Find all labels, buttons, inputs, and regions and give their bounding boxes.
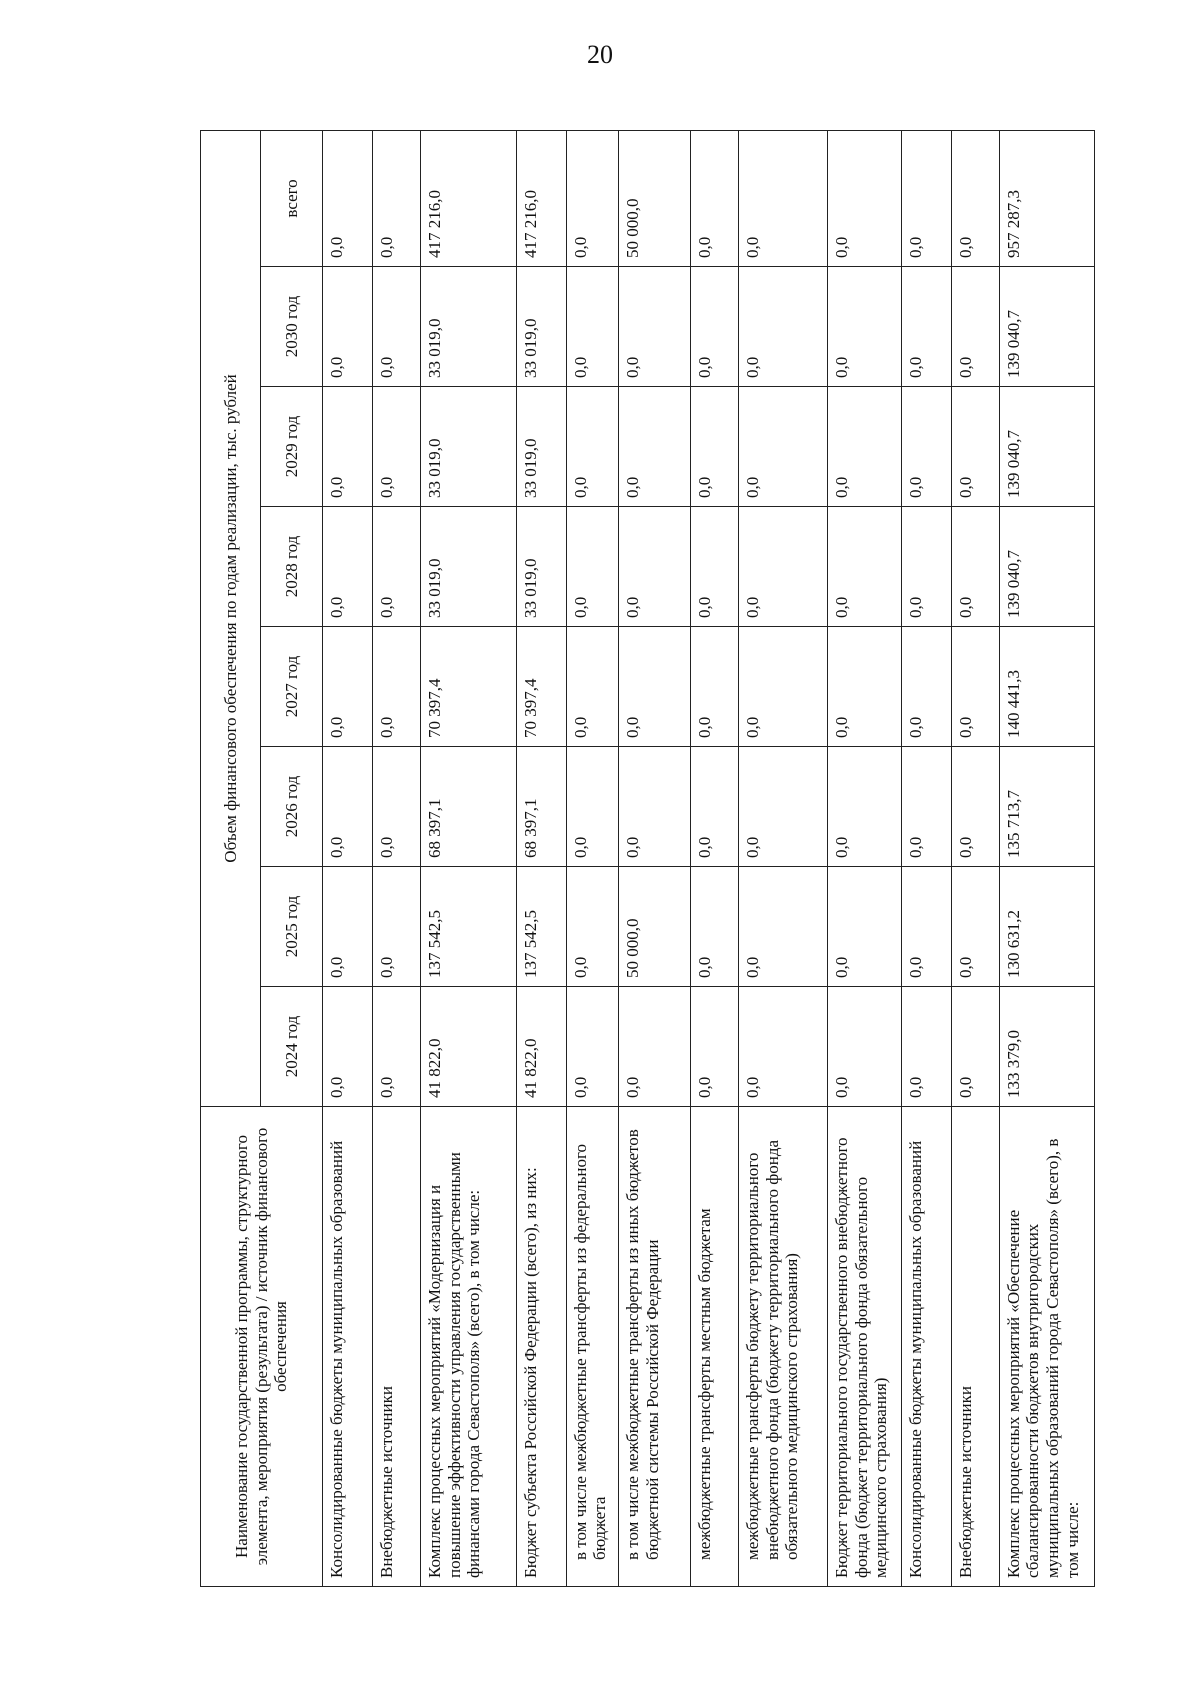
financing-table	[200, 130, 1095, 1587]
table-row	[901, 130, 951, 1586]
row-value-cell: 0,0	[373, 627, 421, 747]
row-source-name: Внебюджетные источники	[952, 1107, 1000, 1587]
table-row	[619, 130, 691, 1586]
row-value-cell: 68 397,1	[516, 747, 566, 867]
row-source-name: межбюджетные трансферты бюджету территориального внебюджетного фонда (бюджету территориального фонда обязательного медицинского страхования)	[739, 1107, 828, 1587]
row-value-cell: 0,0	[828, 867, 902, 987]
row-value-cell: 0,0	[566, 627, 618, 747]
row-value-cell: 0,0	[373, 267, 421, 387]
year-column-header: 2030 год	[261, 267, 323, 387]
row-value-cell: 0,0	[373, 747, 421, 867]
row-value-cell: 0,0	[619, 747, 691, 867]
row-value-cell: 0,0	[901, 627, 951, 747]
row-value-cell: 0,0	[952, 747, 1000, 867]
row-value-cell: 50 000,0	[619, 867, 691, 987]
row-value-cell: 0,0	[323, 987, 373, 1107]
table-row	[323, 130, 373, 1586]
total-column-header: всего	[261, 130, 323, 266]
row-value-cell: 0,0	[323, 267, 373, 387]
row-value-cell: 0,0	[952, 387, 1000, 507]
row-value-cell: 0,0	[323, 507, 373, 627]
row-value-cell: 0,0	[691, 627, 739, 747]
row-value-cell: 0,0	[828, 747, 902, 867]
row-total-cell: 417 216,0	[516, 130, 566, 266]
row-value-cell: 33 019,0	[420, 267, 516, 387]
table-row	[828, 130, 902, 1586]
row-value-cell: 33 019,0	[420, 387, 516, 507]
year-column-header: 2024 год	[261, 987, 323, 1107]
row-value-cell: 0,0	[901, 267, 951, 387]
page-number: 20	[587, 40, 613, 69]
row-value-cell: 0,0	[828, 387, 902, 507]
row-source-name: межбюджетные трансферты местным бюджетам	[691, 1107, 739, 1587]
row-value-cell: 0,0	[691, 987, 739, 1107]
row-value-cell: 41 822,0	[420, 987, 516, 1107]
row-total-cell: 0,0	[952, 130, 1000, 266]
row-total-cell: 0,0	[373, 130, 421, 266]
row-value-cell: 0,0	[739, 507, 828, 627]
year-column-header: 2028 год	[261, 507, 323, 627]
row-value-cell: 0,0	[566, 507, 618, 627]
row-value-cell: 0,0	[952, 267, 1000, 387]
row-total-cell: 0,0	[691, 130, 739, 266]
row-value-cell: 0,0	[323, 867, 373, 987]
row-total-cell: 957 287,3	[999, 130, 1094, 266]
row-value-cell: 0,0	[373, 387, 421, 507]
row-value-cell: 0,0	[952, 987, 1000, 1107]
row-total-cell: 0,0	[323, 130, 373, 266]
row-value-cell: 140 441,3	[999, 627, 1094, 747]
row-source-name: Консолидированные бюджеты муниципальных образований	[323, 1107, 373, 1587]
row-value-cell: 0,0	[323, 747, 373, 867]
row-value-cell: 0,0	[373, 987, 421, 1107]
year-column-header: 2029 год	[261, 387, 323, 507]
row-value-cell: 139 040,7	[999, 507, 1094, 627]
table-row	[420, 130, 516, 1586]
row-value-cell: 0,0	[323, 627, 373, 747]
row-source-name: в том числе межбюджетные трансферты из иных бюджетов бюджетной системы Российской Федерации	[619, 1107, 691, 1587]
row-value-cell: 0,0	[619, 507, 691, 627]
row-value-cell: 0,0	[691, 387, 739, 507]
row-value-cell: 0,0	[619, 987, 691, 1107]
rotated-table-container	[200, 131, 1095, 1587]
row-value-cell: 0,0	[952, 867, 1000, 987]
row-total-cell: 0,0	[901, 130, 951, 266]
row-value-cell: 0,0	[901, 987, 951, 1107]
row-total-cell: 0,0	[828, 130, 902, 266]
row-value-cell: 0,0	[952, 507, 1000, 627]
row-value-cell: 0,0	[619, 627, 691, 747]
row-value-cell: 0,0	[691, 507, 739, 627]
row-value-cell: 70 397,4	[420, 627, 516, 747]
row-value-cell: 0,0	[691, 267, 739, 387]
row-value-cell: 0,0	[739, 747, 828, 867]
row-value-cell: 139 040,7	[999, 387, 1094, 507]
row-value-cell: 0,0	[901, 867, 951, 987]
row-value-cell: 33 019,0	[516, 267, 566, 387]
row-value-cell: 0,0	[691, 747, 739, 867]
row-value-cell: 0,0	[739, 267, 828, 387]
row-value-cell: 0,0	[901, 747, 951, 867]
row-value-cell: 0,0	[566, 387, 618, 507]
table-row	[691, 130, 739, 1586]
row-value-cell: 139 040,7	[999, 267, 1094, 387]
row-value-cell: 0,0	[739, 987, 828, 1107]
row-value-cell: 0,0	[739, 627, 828, 747]
row-value-cell: 33 019,0	[420, 507, 516, 627]
row-total-cell: 417 216,0	[420, 130, 516, 266]
row-value-cell: 33 019,0	[516, 507, 566, 627]
row-source-name: Внебюджетные источники	[373, 1107, 421, 1587]
row-source-name: Консолидированные бюджеты муниципальных образований	[901, 1107, 951, 1587]
row-value-cell: 0,0	[619, 267, 691, 387]
table-row	[739, 130, 828, 1586]
table-row	[566, 130, 618, 1586]
row-value-cell: 0,0	[323, 387, 373, 507]
row-value-cell: 0,0	[373, 507, 421, 627]
row-source-name: Комплекс процессных мероприятий «Модернизация и повышение эффективности управления государственными финансами города Севастополя» (всего), в том числе:	[420, 1107, 516, 1587]
row-source-name: Комплекс процессных мероприятий «Обеспечение сбалансированности бюджетов внутригородских муниципальных образований города Севастополя» (всего), в том числе:	[999, 1107, 1094, 1587]
row-value-cell: 0,0	[828, 627, 902, 747]
row-value-cell: 0,0	[619, 387, 691, 507]
row-value-cell: 33 019,0	[516, 387, 566, 507]
row-value-cell: 0,0	[566, 267, 618, 387]
year-column-header: 2025 год	[261, 867, 323, 987]
table-row	[373, 130, 421, 1586]
row-total-cell: 0,0	[566, 130, 618, 266]
row-value-cell: 137 542,5	[420, 867, 516, 987]
year-column-header: 2026 год	[261, 747, 323, 867]
row-value-cell: 0,0	[828, 507, 902, 627]
row-value-cell: 68 397,1	[420, 747, 516, 867]
row-value-cell: 0,0	[901, 507, 951, 627]
row-value-cell: 137 542,5	[516, 867, 566, 987]
row-value-cell: 0,0	[828, 267, 902, 387]
table-row	[952, 130, 1000, 1586]
name-column-header: Наименование государственной программы, структурного элемента, мероприятия (результата) / источник финансового обеспечения	[201, 1107, 323, 1587]
row-source-name: в том числе межбюджетные трансферты из федерального бюджета	[566, 1107, 618, 1587]
row-total-cell: 50 000,0	[619, 130, 691, 266]
row-source-name: Бюджет субъекта Российской Федерации (всего), из них:	[516, 1107, 566, 1587]
row-total-cell: 0,0	[739, 130, 828, 266]
row-value-cell: 41 822,0	[516, 987, 566, 1107]
row-value-cell: 0,0	[901, 387, 951, 507]
table-row	[999, 130, 1094, 1586]
row-value-cell: 0,0	[566, 867, 618, 987]
row-value-cell: 0,0	[566, 987, 618, 1107]
year-column-header: 2027 год	[261, 627, 323, 747]
row-value-cell: 0,0	[828, 987, 902, 1107]
row-value-cell: 0,0	[373, 867, 421, 987]
row-source-name: Бюджет территориального государственного внебюджетного фонда (бюджет территориального фонда обязательного медицинского страхования)	[828, 1107, 902, 1587]
row-value-cell: 130 631,2	[999, 867, 1094, 987]
row-value-cell: 0,0	[952, 627, 1000, 747]
row-value-cell: 0,0	[739, 387, 828, 507]
financing-group-header: Объем финансового обеспечения по годам реализации, тыс. рублей	[201, 130, 261, 1106]
row-value-cell: 133 379,0	[999, 987, 1094, 1107]
row-value-cell: 135 713,7	[999, 747, 1094, 867]
row-value-cell: 0,0	[739, 867, 828, 987]
row-value-cell: 70 397,4	[516, 627, 566, 747]
table-row	[516, 130, 566, 1586]
row-value-cell: 0,0	[566, 747, 618, 867]
row-value-cell: 0,0	[691, 867, 739, 987]
